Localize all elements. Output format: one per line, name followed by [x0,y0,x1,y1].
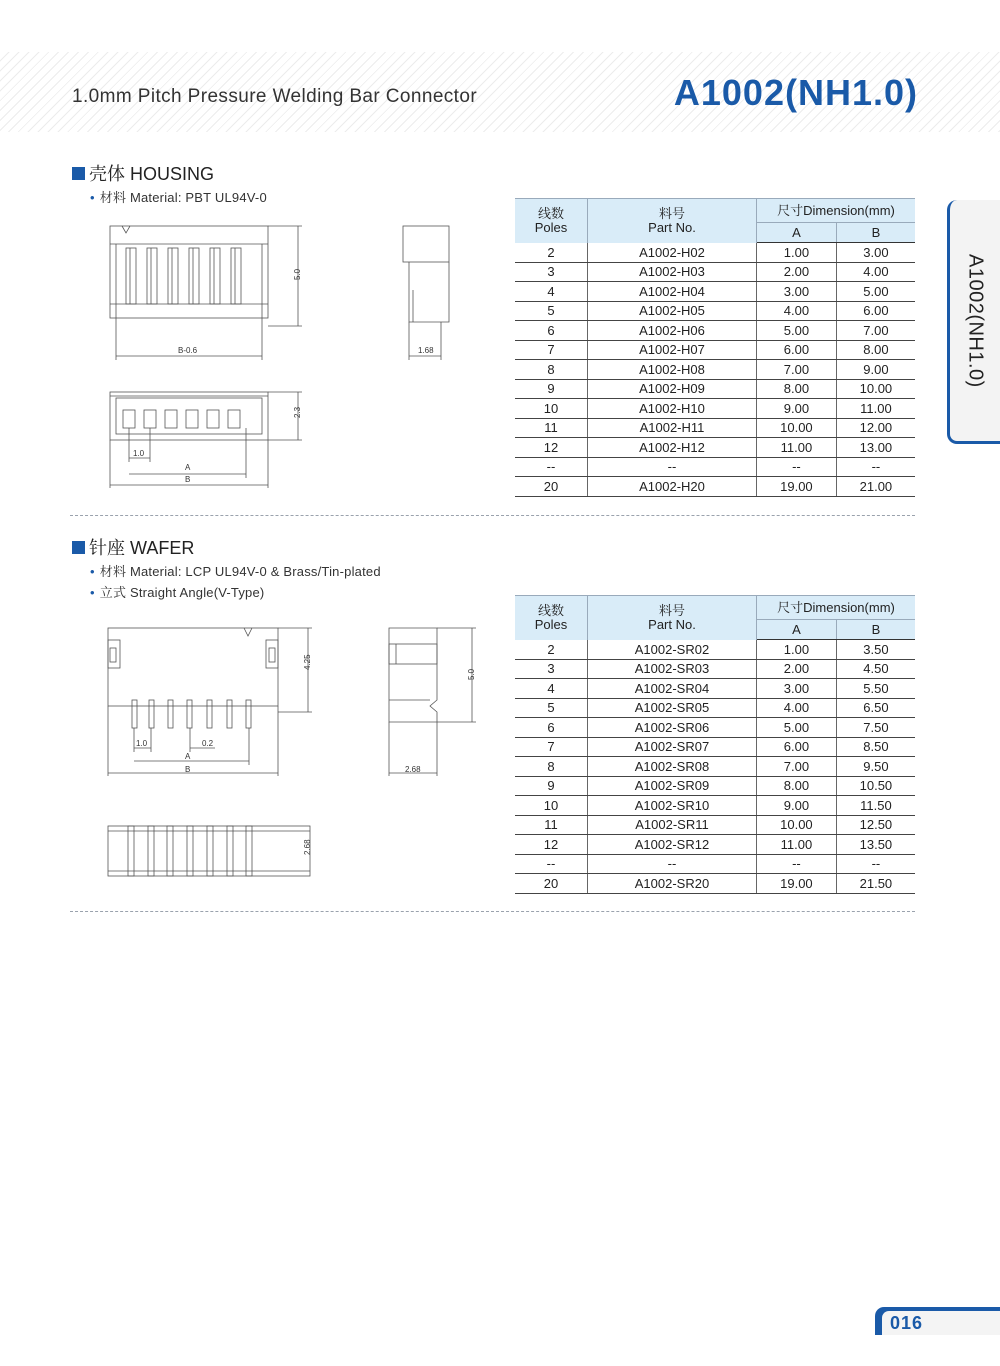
housing-pitch-label: 1.0 [133,449,145,458]
wafer-side-height-label: 5.0 [467,668,476,680]
page-number: 016 [882,1311,1000,1335]
dim-a-cell: 11.00 [757,438,837,458]
poles-cell: 12 [515,438,588,458]
dim-b-cell: 3.50 [836,640,915,660]
part-number-cell: A1002-H09 [588,379,757,399]
dim-a-cell: 8.00 [757,776,837,796]
dim-b-cell: 10.00 [836,379,915,399]
dim-b-cell: 7.00 [836,321,915,341]
dim-b-cell: 11.50 [836,796,915,816]
dim-a-cell: 1.00 [757,243,837,263]
model-title: A1002(NH1.0) [673,72,918,113]
dim-a-cell: 2.00 [757,262,837,282]
poles-cell: 6 [515,321,588,341]
part-number-cell: A1002-H04 [588,282,757,302]
col-part-header: 料号 Part No. [588,199,757,243]
dim-a-cell: 10.00 [757,815,837,835]
poles-cell: 10 [515,399,588,419]
dim-b-cell: -- [836,457,915,477]
part-number-cell: A1002-SR03 [588,659,757,679]
poles-cell: 3 [515,262,588,282]
dim-b-cell: 3.00 [836,243,915,263]
dim-b-cell: 12.00 [836,418,915,438]
dim-b-cell: 21.00 [836,477,915,497]
poles-cell: 20 [515,477,588,497]
col-poles-header: 线数 Poles [515,596,588,640]
part-number-cell: -- [588,457,757,477]
dim-a-cell: 8.00 [757,379,837,399]
dim-b-cell: 5.50 [836,679,915,699]
poles-cell: 6 [515,718,588,738]
dim-a-cell: 4.00 [757,698,837,718]
part-number-cell: A1002-H20 [588,477,757,497]
dim-a-cell: 3.00 [757,679,837,699]
dim-a-cell: 7.00 [757,757,837,777]
dim-b-cell: 13.50 [836,835,915,855]
housing-heading-text: 壳体 HOUSING [89,164,215,184]
dim-b-cell: 4.50 [836,659,915,679]
part-number-cell: A1002-H07 [588,340,757,360]
part-number-cell: A1002-SR05 [588,698,757,718]
poles-cell: 9 [515,379,588,399]
col-dimension-header: 尺寸Dimension(mm) [757,199,916,223]
poles-cell: 4 [515,282,588,302]
side-tab-label: A1002(NH1.0) [964,253,987,388]
housing-dim-b-label: B [185,475,191,484]
part-number-cell: A1002-H03 [588,262,757,282]
housing-width-label: B-0.6 [178,346,198,355]
part-number-cell: A1002-SR08 [588,757,757,777]
part-number-cell: A1002-H12 [588,438,757,458]
col-dimension-header: 尺寸Dimension(mm) [757,596,916,620]
dim-b-cell: 10.50 [836,776,915,796]
part-number-cell: A1002-SR12 [588,835,757,855]
poles-cell: 4 [515,679,588,699]
col-a-header: A [757,223,837,243]
poles-cell: 11 [515,815,588,835]
housing-material: • 材料 Material: PBT UL94V-0 [90,187,267,206]
dim-a-cell: 19.00 [757,874,837,894]
dim-b-cell: 21.50 [836,874,915,894]
part-number-cell: A1002-SR06 [588,718,757,738]
wafer-pitch-label: 1.0 [136,739,148,748]
poles-cell: 5 [515,698,588,718]
dim-b-cell: 4.00 [836,262,915,282]
dim-b-cell: 8.50 [836,737,915,757]
wafer-bottom-depth-label: 2.68 [303,839,312,855]
part-number-cell: A1002-SR10 [588,796,757,816]
section-divider [70,911,915,912]
wafer-pin-label: 0.2 [202,739,214,748]
col-b-header: B [836,620,915,640]
part-number-cell: A1002-SR20 [588,874,757,894]
housing-height-label: 5.0 [293,268,302,280]
dim-a-cell: 6.00 [757,340,837,360]
part-number-cell: A1002-H11 [588,418,757,438]
dim-a-cell: 9.00 [757,399,837,419]
part-number-cell: A1002-H10 [588,399,757,419]
dim-b-cell: 13.00 [836,438,915,458]
wafer-side-depth-label: 2.68 [405,765,421,774]
poles-cell: 10 [515,796,588,816]
poles-cell: 2 [515,640,588,660]
col-poles-header: 线数 Poles [515,199,588,243]
wafer-dim-a-label: A [185,752,191,761]
housing-dim-a-label: A [185,463,191,472]
part-number-cell: A1002-H02 [588,243,757,263]
dim-a-cell: 2.00 [757,659,837,679]
poles-cell: 9 [515,776,588,796]
dim-a-cell: 1.00 [757,640,837,660]
part-number-cell: A1002-H08 [588,360,757,380]
dim-a-cell: 19.00 [757,477,837,497]
dim-b-cell: 9.50 [836,757,915,777]
part-number-cell: A1002-H06 [588,321,757,341]
dim-a-cell: -- [757,457,837,477]
dim-a-cell: 4.00 [757,301,837,321]
housing-side-depth-label: 1.68 [418,346,434,355]
col-part-header: 料号 Part No. [588,596,757,640]
dim-b-cell: -- [836,854,915,874]
poles-cell: 7 [515,340,588,360]
part-number-cell: A1002-SR09 [588,776,757,796]
dim-a-cell: 7.00 [757,360,837,380]
wafer-type: • 立式 Straight Angle(V-Type) [90,582,264,601]
dim-a-cell: 10.00 [757,418,837,438]
dim-b-cell: 8.00 [836,340,915,360]
dim-b-cell: 12.50 [836,815,915,835]
part-number-cell: A1002-SR04 [588,679,757,699]
poles-cell: 20 [515,874,588,894]
poles-cell: 11 [515,418,588,438]
wafer-heading-text: 针座 WAFER [89,538,195,558]
wafer-dim-b-label: B [185,765,191,774]
dim-a-cell: 3.00 [757,282,837,302]
dim-b-cell: 7.50 [836,718,915,738]
dim-a-cell: 6.00 [757,737,837,757]
poles-cell: 12 [515,835,588,855]
dim-b-cell: 11.00 [836,399,915,419]
poles-cell: 8 [515,360,588,380]
dim-b-cell: 5.00 [836,282,915,302]
poles-cell: 3 [515,659,588,679]
dim-a-cell: 5.00 [757,718,837,738]
poles-cell: 5 [515,301,588,321]
poles-cell: 8 [515,757,588,777]
part-number-cell: A1002-SR11 [588,815,757,835]
dim-b-cell: 6.00 [836,301,915,321]
part-number-cell: A1002-SR02 [588,640,757,660]
part-number-cell: -- [588,854,757,874]
poles-cell: -- [515,457,588,477]
dim-a-cell: -- [757,854,837,874]
wafer-material: • 材料 Material: LCP UL94V-0 & Brass/Tin-plated [90,561,381,580]
part-number-cell: A1002-H05 [588,301,757,321]
dim-a-cell: 9.00 [757,796,837,816]
col-b-header: B [836,223,915,243]
col-a-header: A [757,620,837,640]
poles-cell: 2 [515,243,588,263]
dim-b-cell: 9.00 [836,360,915,380]
dim-a-cell: 11.00 [757,835,837,855]
dim-a-cell: 5.00 [757,321,837,341]
wafer-height-label: 4.25 [303,654,312,670]
page-subtitle: 1.0mm Pitch Pressure Welding Bar Connector [72,86,478,107]
poles-cell: 7 [515,737,588,757]
part-number-cell: A1002-SR07 [588,737,757,757]
poles-cell: -- [515,854,588,874]
housing-depth-label: 2.3 [293,406,302,418]
dim-b-cell: 6.50 [836,698,915,718]
